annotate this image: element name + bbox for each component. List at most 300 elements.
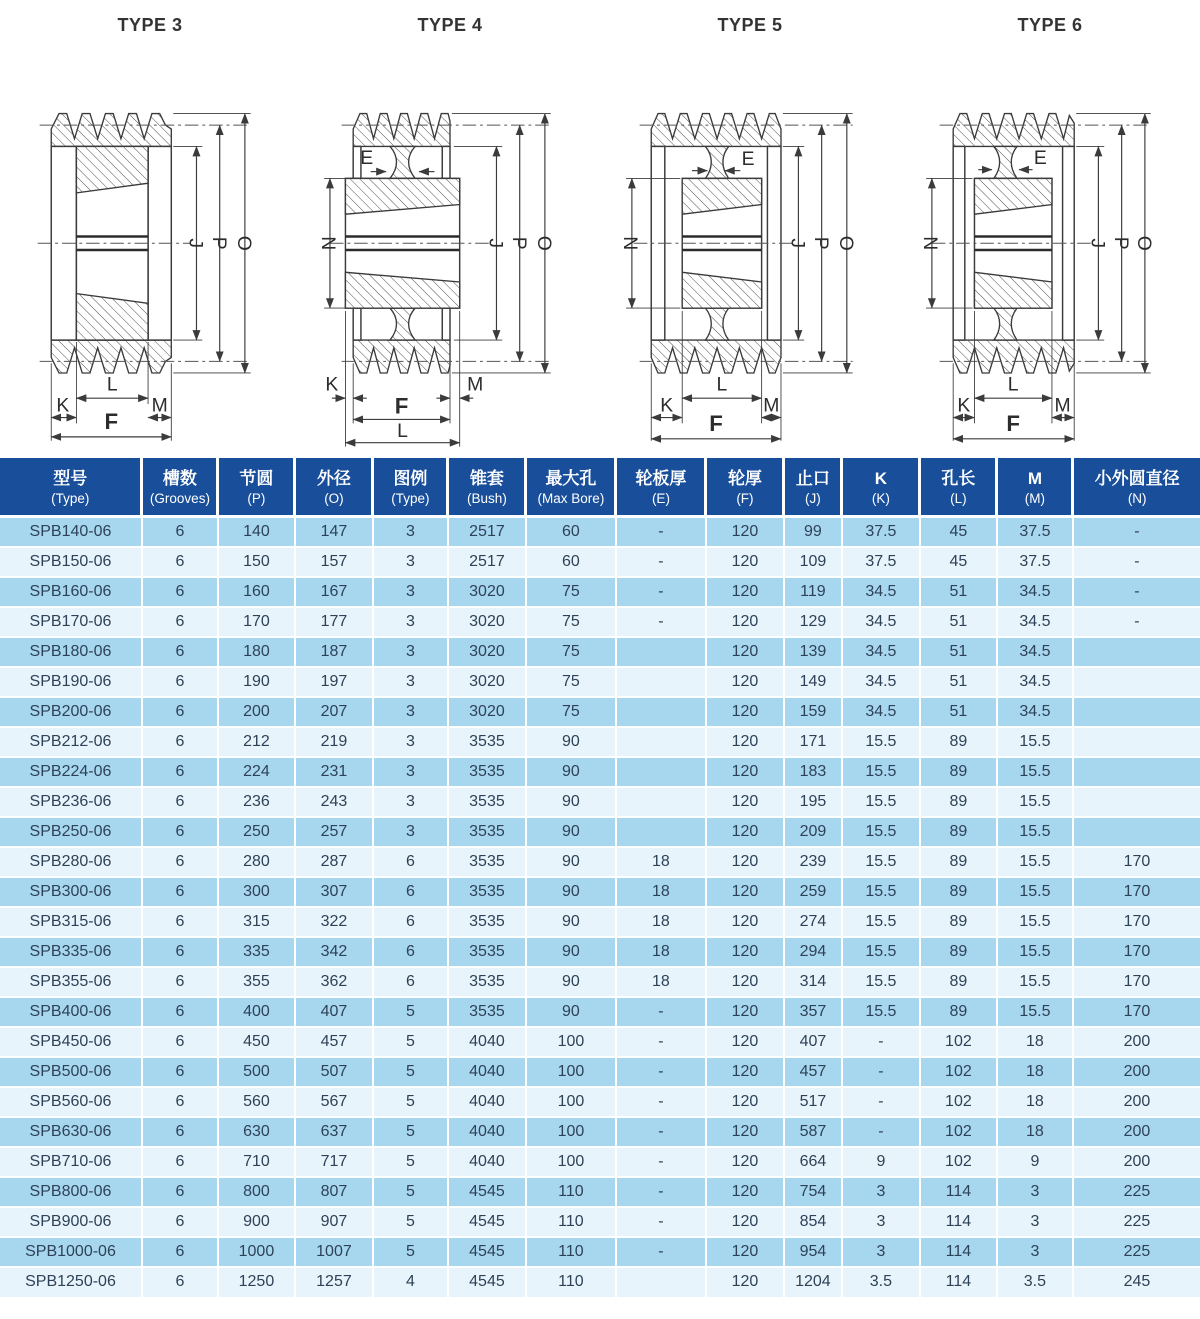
table-cell: 15.5: [842, 817, 920, 847]
table-cell: 6: [142, 1057, 218, 1087]
table-cell: 6: [142, 1147, 218, 1177]
table-cell: 1257: [295, 1267, 373, 1297]
table-cell: 45: [920, 517, 997, 547]
table-row: [0, 877, 1200, 907]
table-cell: 89: [920, 727, 997, 757]
table-cell: 120: [706, 817, 784, 847]
table-cell: 102: [920, 1087, 997, 1117]
table-cell: 225: [1073, 1207, 1200, 1237]
table-cell: 37.5: [842, 547, 920, 577]
dim-label-f: F: [394, 393, 409, 419]
dim-label-f: F: [104, 409, 119, 435]
table-cell: -: [616, 547, 706, 577]
table-cell: 109: [784, 547, 842, 577]
table-cell: 114: [920, 1237, 997, 1267]
table-cell: 34.5: [842, 577, 920, 607]
table-cell: 315: [218, 907, 295, 937]
table-cell: 15.5: [842, 997, 920, 1027]
table-cell: 110: [526, 1207, 616, 1237]
table-cell: 197: [295, 667, 373, 697]
column-header-zh: 锥套: [469, 469, 504, 488]
table-cell: -: [842, 1057, 920, 1087]
table-cell: 90: [526, 847, 616, 877]
column-header-en: (E): [651, 491, 670, 506]
table-cell: 5: [373, 1087, 448, 1117]
table-header-row: [0, 458, 1200, 517]
pulley-diagram-type-5: [600, 12, 900, 464]
table-cell: 6: [142, 1117, 218, 1147]
table-cell: SPB280-06: [0, 847, 142, 877]
table-cell: SPB160-06: [0, 577, 142, 607]
table-cell: 6: [373, 907, 448, 937]
table-cell: [616, 1267, 706, 1297]
dim-label-e: E: [741, 147, 755, 170]
table-cell: 110: [526, 1267, 616, 1297]
table-cell: 6: [142, 997, 218, 1027]
table-cell: SPB1000-06: [0, 1237, 142, 1267]
dim-label-p: P: [1109, 236, 1132, 250]
table-cell: 6: [142, 1087, 218, 1117]
type-3-drawing: [0, 38, 300, 464]
diagram-title: TYPE 3: [117, 15, 183, 35]
type-5-drawing: [600, 38, 900, 464]
table-cell: 90: [526, 757, 616, 787]
table-cell: 18: [616, 967, 706, 997]
table-cell: SPB1250-06: [0, 1267, 142, 1297]
table-cell: -: [616, 517, 706, 547]
table-cell: 120: [706, 907, 784, 937]
table-row: [0, 967, 1200, 997]
table-cell: 51: [920, 577, 997, 607]
table-cell: 3: [373, 667, 448, 697]
table-cell: 171: [784, 727, 842, 757]
table-cell: 6: [142, 907, 218, 937]
table-cell: 51: [920, 637, 997, 667]
column-header-11: [920, 458, 997, 517]
table-cell: 209: [784, 817, 842, 847]
table-cell: 3: [842, 1207, 920, 1237]
dim-label-n: N: [919, 236, 942, 251]
table-cell: 280: [218, 847, 295, 877]
table-cell: 15.5: [997, 907, 1073, 937]
table-cell: 89: [920, 907, 997, 937]
column-header-zh: 孔长: [941, 469, 976, 488]
table-row: [0, 697, 1200, 727]
table-cell: 6: [142, 697, 218, 727]
table-cell: 245: [1073, 1267, 1200, 1297]
table-cell: 45: [920, 547, 997, 577]
table-cell: 212: [218, 727, 295, 757]
table-cell: 5: [373, 1057, 448, 1087]
table-cell: 37.5: [997, 517, 1073, 547]
table-cell: 259: [784, 877, 842, 907]
table-cell: 37.5: [997, 547, 1073, 577]
column-header-4: [373, 458, 448, 517]
table-cell: 5: [373, 1207, 448, 1237]
table-cell: 15.5: [997, 817, 1073, 847]
table-cell: 6: [142, 937, 218, 967]
table-cell: 170: [1073, 937, 1200, 967]
table-cell: 170: [218, 607, 295, 637]
table-cell: 149: [784, 667, 842, 697]
table-row: [0, 1057, 1200, 1087]
table-row: [0, 1207, 1200, 1237]
table-cell: 1250: [218, 1267, 295, 1297]
pulley-diagram-type-6: [900, 12, 1200, 464]
dim-label-m: M: [763, 394, 780, 417]
table-cell: 3.5: [842, 1267, 920, 1297]
table-cell: 3.5: [997, 1267, 1073, 1297]
pulley-diagram-type-3: [0, 12, 300, 464]
table-cell: 180: [218, 637, 295, 667]
table-cell: 34.5: [842, 607, 920, 637]
table-cell: 89: [920, 997, 997, 1027]
type-6-drawing: [900, 38, 1200, 464]
table-cell: 90: [526, 817, 616, 847]
table-cell: 90: [526, 787, 616, 817]
table-cell: 34.5: [842, 667, 920, 697]
dim-label-o: O: [233, 235, 256, 251]
table-cell: 362: [295, 967, 373, 997]
table-cell: 3: [842, 1177, 920, 1207]
table-cell: SPB450-06: [0, 1027, 142, 1057]
table-cell: 15.5: [842, 757, 920, 787]
table-cell: 15.5: [842, 937, 920, 967]
table-cell: 90: [526, 937, 616, 967]
table-cell: 120: [706, 1087, 784, 1117]
table-cell: 120: [706, 607, 784, 637]
table-cell: 567: [295, 1087, 373, 1117]
table-cell: 170: [1073, 997, 1200, 1027]
table-cell: 300: [218, 877, 295, 907]
table-cell: 120: [706, 1207, 784, 1237]
dim-label-j: J: [786, 238, 809, 249]
table-cell: 4545: [448, 1207, 526, 1237]
table-cell: 355: [218, 967, 295, 997]
table-cell: 507: [295, 1057, 373, 1087]
table-cell: 4040: [448, 1057, 526, 1087]
dim-label-l: L: [716, 373, 728, 396]
table-cell: -: [616, 1027, 706, 1057]
column-header-5: [448, 458, 526, 517]
table-cell: 854: [784, 1207, 842, 1237]
table-cell: 120: [706, 997, 784, 1027]
table-cell: SPB500-06: [0, 1057, 142, 1087]
table-cell: 637: [295, 1117, 373, 1147]
column-header-3: [295, 458, 373, 517]
dim-label-k: K: [957, 394, 971, 417]
table-row: [0, 727, 1200, 757]
column-header-zh: 外径: [316, 469, 351, 488]
table-cell: SPB630-06: [0, 1117, 142, 1147]
table-cell: SPB710-06: [0, 1147, 142, 1177]
table-row: [0, 637, 1200, 667]
column-header-zh: 槽数: [162, 469, 197, 488]
table-cell: 114: [920, 1207, 997, 1237]
table-cell: 100: [526, 1027, 616, 1057]
table-cell: 274: [784, 907, 842, 937]
table-cell: 200: [1073, 1087, 1200, 1117]
table-cell: 75: [526, 697, 616, 727]
table-cell: 5: [373, 1117, 448, 1147]
table-cell: 129: [784, 607, 842, 637]
table-cell: 34.5: [997, 697, 1073, 727]
table-cell: 6: [142, 667, 218, 697]
table-cell: 90: [526, 877, 616, 907]
table-row: [0, 757, 1200, 787]
column-header-zh: 节圆: [239, 469, 274, 488]
table-cell: 170: [1073, 967, 1200, 997]
table-cell: SPB560-06: [0, 1087, 142, 1117]
table-cell: 3: [373, 577, 448, 607]
table-cell: -: [1073, 607, 1200, 637]
table-cell: 807: [295, 1177, 373, 1207]
table-cell: 287: [295, 847, 373, 877]
table-row: [0, 607, 1200, 637]
table-row: [0, 1177, 1200, 1207]
table-cell: 4040: [448, 1117, 526, 1147]
table-cell: 450: [218, 1027, 295, 1057]
table-cell: 3020: [448, 697, 526, 727]
table-cell: -: [616, 1207, 706, 1237]
table-cell: 6: [142, 637, 218, 667]
table-cell: -: [842, 1117, 920, 1147]
dim-label-k: K: [660, 394, 674, 417]
table-row: [0, 817, 1200, 847]
table-cell: SPB170-06: [0, 607, 142, 637]
table-cell: 34.5: [842, 697, 920, 727]
dim-label-f: F: [709, 411, 723, 437]
table-cell: 15.5: [842, 967, 920, 997]
table-cell: 6: [142, 727, 218, 757]
table-cell: SPB315-06: [0, 907, 142, 937]
table-cell: 18: [616, 877, 706, 907]
table-cell: 15.5: [997, 937, 1073, 967]
table-cell: 3: [373, 637, 448, 667]
table-cell: 224: [218, 757, 295, 787]
table-cell: 3: [997, 1207, 1073, 1237]
table-cell: 4545: [448, 1177, 526, 1207]
table-cell: 177: [295, 607, 373, 637]
table-cell: SPB250-06: [0, 817, 142, 847]
table-cell: 120: [706, 517, 784, 547]
dim-label-l: L: [397, 419, 408, 442]
table-row: [0, 937, 1200, 967]
table-cell: 3535: [448, 937, 526, 967]
table-cell: 18: [997, 1057, 1073, 1087]
column-header-8: [706, 458, 784, 517]
table-row: [0, 547, 1200, 577]
dim-label-e: E: [360, 146, 374, 169]
table-cell: SPB900-06: [0, 1207, 142, 1237]
table-cell: 6: [142, 517, 218, 547]
diagram-title: TYPE 4: [417, 15, 483, 35]
table-cell: SPB212-06: [0, 727, 142, 757]
table-cell: 195: [784, 787, 842, 817]
table-cell: 207: [295, 697, 373, 727]
table-cell: 3535: [448, 727, 526, 757]
column-header-2: [218, 458, 295, 517]
column-header-zh: 止口: [795, 469, 830, 488]
column-header-zh: K: [874, 469, 888, 488]
table-cell: 157: [295, 547, 373, 577]
table-cell: 3535: [448, 877, 526, 907]
table-cell: 200: [1073, 1147, 1200, 1177]
table-cell: 110: [526, 1237, 616, 1267]
table-row: [0, 667, 1200, 697]
table-cell: 120: [706, 787, 784, 817]
dim-label-o: O: [835, 235, 858, 251]
table-cell: 9: [842, 1147, 920, 1177]
table-cell: 120: [706, 1147, 784, 1177]
column-header-en: (N): [1127, 491, 1147, 506]
table-cell: [616, 757, 706, 787]
table-cell: 5: [373, 1027, 448, 1057]
table-cell: [616, 787, 706, 817]
table-cell: 6: [142, 967, 218, 997]
table-cell: 6: [142, 877, 218, 907]
table-cell: 120: [706, 847, 784, 877]
table-cell: 89: [920, 757, 997, 787]
table-cell: -: [616, 1177, 706, 1207]
column-header-zh: 小外圆直径: [1094, 469, 1180, 488]
table-cell: 51: [920, 697, 997, 727]
table-cell: 257: [295, 817, 373, 847]
table-cell: -: [616, 1147, 706, 1177]
dim-label-m: M: [467, 373, 484, 396]
table-cell: 1204: [784, 1267, 842, 1297]
table-cell: 15.5: [997, 727, 1073, 757]
table-cell: 3: [373, 757, 448, 787]
table-row: [0, 1237, 1200, 1267]
column-header-en: (Max Bore): [537, 491, 605, 506]
table-cell: 18: [616, 907, 706, 937]
table-cell: 15.5: [842, 877, 920, 907]
table-cell: 102: [920, 1057, 997, 1087]
column-header-en: (F): [736, 491, 754, 506]
table-row: [0, 1087, 1200, 1117]
table-row: [0, 847, 1200, 877]
table-cell: 18: [997, 1117, 1073, 1147]
table-cell: -: [616, 1237, 706, 1267]
table-cell: 120: [706, 937, 784, 967]
dim-label-n: N: [619, 236, 642, 251]
table-cell: 51: [920, 607, 997, 637]
table-cell: 225: [1073, 1237, 1200, 1267]
table-cell: -: [616, 1057, 706, 1087]
table-cell: SPB355-06: [0, 967, 142, 997]
table-cell: 120: [706, 1267, 784, 1297]
table-cell: 90: [526, 907, 616, 937]
table-cell: 3: [373, 817, 448, 847]
table-cell: -: [616, 1117, 706, 1147]
table-cell: 102: [920, 1117, 997, 1147]
table-cell: 60: [526, 547, 616, 577]
table-cell: 2517: [448, 517, 526, 547]
table-cell: 187: [295, 637, 373, 667]
table-cell: 90: [526, 997, 616, 1027]
dim-label-m: M: [1054, 394, 1071, 417]
table-cell: 4545: [448, 1237, 526, 1267]
table-cell: 75: [526, 577, 616, 607]
table-cell: 18: [616, 937, 706, 967]
table-cell: 3: [373, 517, 448, 547]
table-cell: SPB150-06: [0, 547, 142, 577]
table-cell: 630: [218, 1117, 295, 1147]
diagram-title: TYPE 6: [1017, 15, 1083, 35]
table-cell: 4: [373, 1267, 448, 1297]
table-row: [0, 997, 1200, 1027]
table-cell: 3: [842, 1237, 920, 1267]
table-cell: 190: [218, 667, 295, 697]
table-cell: 3: [373, 697, 448, 727]
table-row: [0, 517, 1200, 547]
table-cell: 717: [295, 1147, 373, 1177]
table-cell: -: [842, 1027, 920, 1057]
table-cell: [1073, 757, 1200, 787]
table-cell: 15.5: [997, 787, 1073, 817]
table-cell: 6: [142, 847, 218, 877]
table-cell: 120: [706, 637, 784, 667]
table-cell: 3020: [448, 577, 526, 607]
table-cell: 6: [142, 547, 218, 577]
table-cell: 100: [526, 1087, 616, 1117]
table-cell: 907: [295, 1207, 373, 1237]
pulley-diagram-type-4: [300, 12, 600, 464]
table-cell: 3535: [448, 817, 526, 847]
table-cell: 102: [920, 1147, 997, 1177]
table-cell: 114: [920, 1267, 997, 1297]
table-cell: 102: [920, 1027, 997, 1057]
table-row: [0, 907, 1200, 937]
column-header-0: [0, 458, 142, 517]
table-cell: 1000: [218, 1237, 295, 1267]
table-cell: 6: [142, 607, 218, 637]
table-cell: [616, 817, 706, 847]
table-cell: 5: [373, 1237, 448, 1267]
table-cell: [1073, 637, 1200, 667]
dim-label-l: L: [106, 373, 118, 396]
table-cell: 3535: [448, 757, 526, 787]
table-cell: 243: [295, 787, 373, 817]
column-header-zh: 轮板厚: [635, 469, 687, 488]
table-cell: -: [842, 1087, 920, 1117]
table-cell: 3535: [448, 997, 526, 1027]
table-cell: 3: [373, 787, 448, 817]
table-cell: 6: [373, 847, 448, 877]
dim-label-p: P: [207, 236, 230, 250]
table-cell: [616, 727, 706, 757]
table-cell: 6: [142, 787, 218, 817]
table-cell: 5: [373, 997, 448, 1027]
table-cell: 99: [784, 517, 842, 547]
table-cell: -: [1073, 577, 1200, 607]
table-cell: 90: [526, 727, 616, 757]
table-cell: SPB236-06: [0, 787, 142, 817]
table-cell: 90: [526, 967, 616, 997]
table-cell: 119: [784, 577, 842, 607]
table-cell: [1073, 817, 1200, 847]
table-cell: 167: [295, 577, 373, 607]
table-cell: 120: [706, 577, 784, 607]
table-cell: 170: [1073, 907, 1200, 937]
table-cell: 3: [997, 1237, 1073, 1267]
table-cell: [1073, 697, 1200, 727]
table-cell: [616, 637, 706, 667]
table-cell: 15.5: [997, 757, 1073, 787]
table-cell: 6: [142, 1027, 218, 1057]
table-cell: 170: [1073, 847, 1200, 877]
